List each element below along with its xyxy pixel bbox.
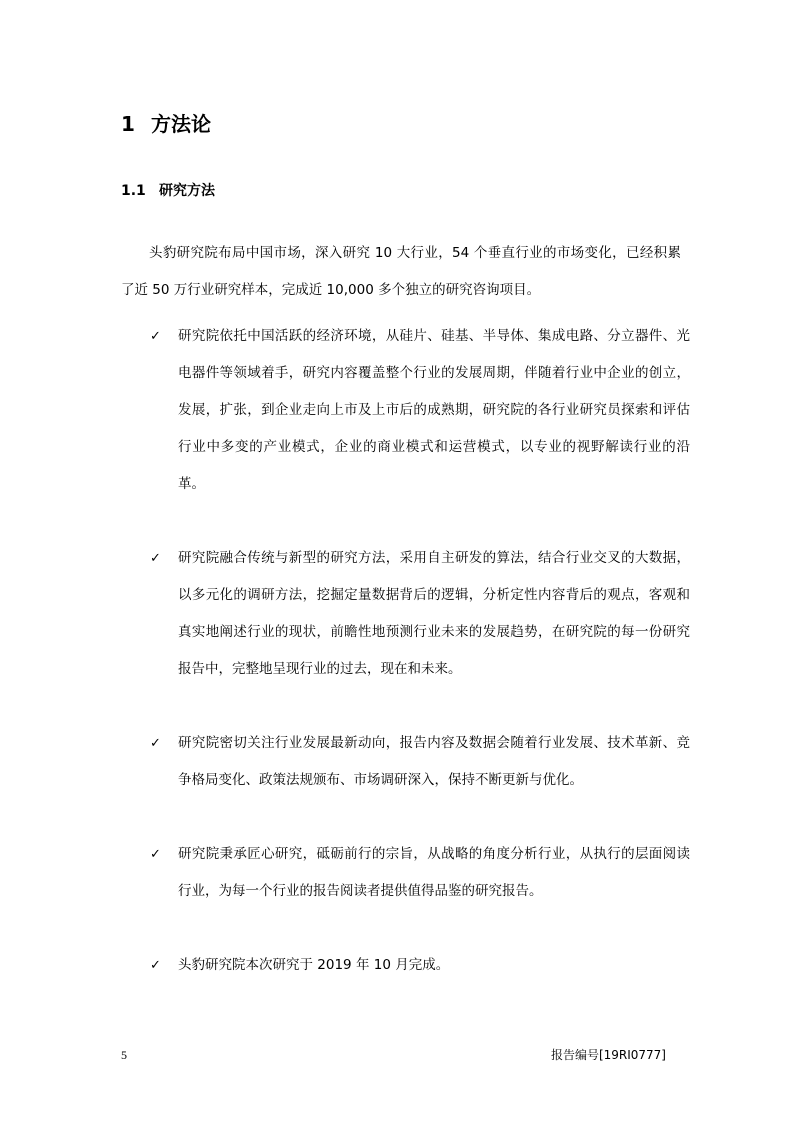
bullet-text: 研究院融合传统与新型的研究方法，采用自主研发的算法，结合行业交叉的大数据，以多元化的调研方法，挖掘定量数据背后的逻辑，分析定性内容背后的观点，客观和真实地阐述行业的现状，前瞻性地预测行业未来的发展趋势，在研究院的每一份研究报告中，完整地呈现行业的过去，现在和未来。 (178, 550, 690, 677)
check-icon: ✓ (150, 736, 161, 751)
check-icon: ✓ (150, 958, 161, 973)
bullet-text: 头豹研究院本次研究于 2019 年 10 月完成。 (178, 957, 450, 973)
bullet-text: 研究院秉承匠心研究，砥砺前行的宗旨，从战略的角度分析行业，从执行的层面阅读行业，为每一个行业的报告阅读者提供值得品鉴的研究报告。 (178, 846, 690, 899)
intro-paragraph: 头豹研究院布局中国市场，深入研究 10 大行业，54 个垂直行业的市场变化，已经积累了近 50 万行业研究样本，完成近 10,000 多个独立的研究咨询项目。 (121, 245, 681, 298)
bullet-text: 研究院密切关注行业发展最新动向，报告内容及数据会随着行业发展、技术革新、竞争格局变化、政策法规颁布、市场调研深入，保持不断更新与优化。 (178, 735, 690, 788)
subsection-title: 研究方法 (159, 183, 215, 199)
page-number: 5 (121, 1048, 127, 1062)
section-number: 1 (121, 112, 135, 136)
check-icon: ✓ (150, 551, 161, 566)
bullet-item (150, 540, 690, 688)
check-icon: ✓ (150, 847, 161, 862)
bullet-item (150, 836, 690, 910)
subsection-heading (121, 180, 215, 202)
check-icon: ✓ (150, 329, 161, 344)
bullet-item (150, 725, 690, 799)
bullet-item (150, 318, 690, 503)
bullet-list (150, 318, 690, 984)
report-code: 报告编号[19RI0777] (550, 1048, 666, 1062)
bullet-item (150, 947, 690, 984)
section-heading (121, 109, 211, 139)
section-title: 方法论 (151, 112, 211, 136)
bullet-text: 研究院依托中国活跃的经济环境，从硅片、硅基、半导体、集成电路、分立器件、光电器件等领域着手，研究内容覆盖整个行业的发展周期，伴随着行业中企业的创立，发展，扩张，到企业走向上市及上市后的成熟期，研究院的各行业研究员探索和评估行业中多变的产业模式，企业的商业模式和运营模式，以专业的视野解读行业的沿革。 (178, 328, 690, 492)
subsection-number: 1.1 (121, 183, 146, 199)
